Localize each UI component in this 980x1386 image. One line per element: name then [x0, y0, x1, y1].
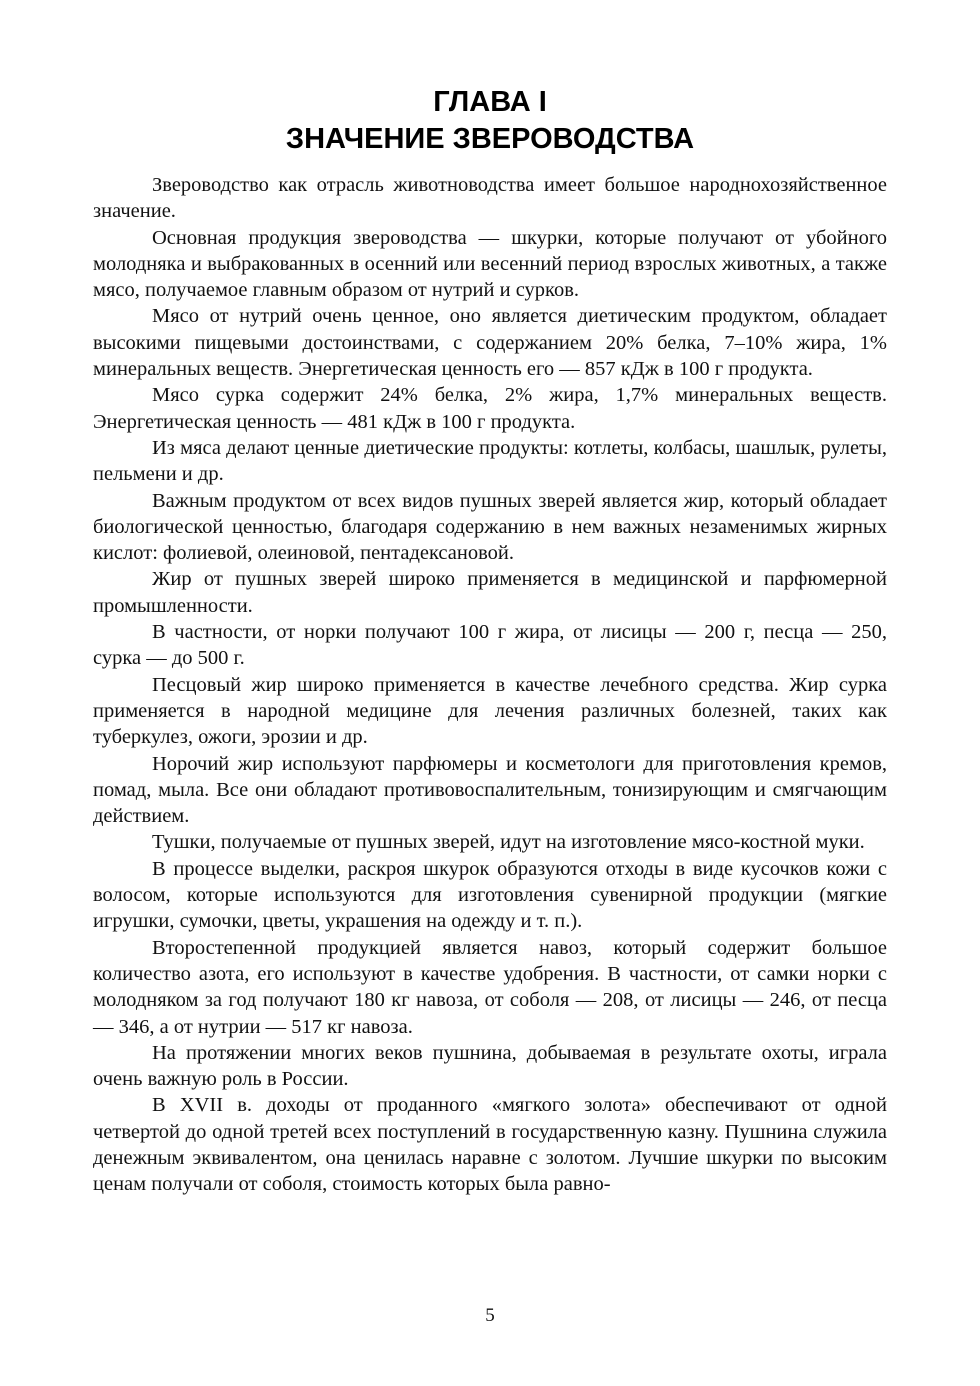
paragraph: В процессе выделки, раскроя шкурок образуются отходы в виде кусочков кожи с волосом, которые используются для изготовления сувенирной продукции (мягкие игрушки, сумочки, цветы, украшения на одежду и т. п.).: [93, 857, 887, 933]
paragraph: Песцовый жир широко применяется в качестве лечебного средства. Жир сурка применяется в народной медицине для лечения различных болезней, таких как туберкулез, ожоги, эрозии и др.: [93, 673, 887, 749]
paragraph: Второстепенной продукцией является навоз, который содержит большое количество азота, его используют в качестве удобрения. В частности, от самки норки с молодняком за год получают 180 кг навоза, от соболя — 208, от лисицы — 246, от песца — 346, а от нутрии — 517 кг навоза.: [93, 936, 887, 1038]
paragraph: Норочий жир используют парфюмеры и косметологи для приготовления кремов, помад, мыла. Все они обладают противовоспалительным, тонизирующим и смягчающим действием.: [93, 752, 887, 828]
paragraph: В частности, от норки получают 100 г жира, от лисицы — 200 г, песца — 250, сурка — до 500 г.: [93, 621, 887, 670]
paragraph: Мясо сурка содержит 24% белка, 2% жира, 1,7% минеральных веществ. Энергетическая ценность — 481 кДж в 100 г продукта.: [93, 384, 887, 433]
chapter-heading: [93, 84, 887, 158]
paragraph: На протяжении многих веков пушнина, добываемая в результате охоты, играла очень важную роль в России.: [93, 1041, 887, 1091]
paragraph: Из мяса делают ценные диетические продукты: котлеты, колбасы, шашлык, рулеты, пельмени и др.: [93, 436, 887, 486]
body-text: [93, 172, 887, 1198]
paragraph: Важным продуктом от всех видов пушных зверей является жир, который обладает биологической ценностью, благодаря содержанию в нем важных незаменимых жирных кислот: фолиевой, олеиновой, пентадексановой.: [93, 489, 887, 565]
chapter-number: ГЛАВА I: [433, 86, 547, 118]
paragraph: Тушки, получаемые от пушных зверей, идут на изготовление мясо-костной муки.: [152, 831, 865, 854]
paragraph: Основная продукция звероводства — шкурки, которые получают от убойного молодняка и выбракованных в осенний или весенний период взрослых животных, а также мясо, получаемое главным образом от нутрий и сурков.: [93, 226, 887, 302]
paragraph: Звероводство как отрасль животноводства имеет большое народнохозяйственное значение.: [93, 174, 887, 223]
chapter-title: ЗНАЧЕНИЕ ЗВЕРОВОДСТВА: [285, 123, 695, 155]
page-content: [93, 84, 887, 1198]
page-number: 5: [485, 1305, 495, 1326]
paragraph: Мясо от нутрий очень ценное, оно является диетическим продуктом, обладает высокими пищевыми достоинствами, с содержанием 20% белка, 7–10% жира, 1% минеральных веществ. Энергетическая ценность его — 857 кДж в 100 г продукта.: [93, 305, 887, 381]
paragraph: Жир от пушных зверей широко применяется в медицинской и парфюмерной промышленности.: [93, 568, 887, 617]
paragraph: В XVII в. доходы от проданного «мягкого золота» обеспечивают от одной четвертой до одной третей всех поступлений в государственную казну. Пушнина служила денежным эквивалентом, она ценилась наравне с золотом. Лучшие шкурки по высоким ценам получали от соболя, стоимость которых была равно-: [93, 1094, 887, 1196]
